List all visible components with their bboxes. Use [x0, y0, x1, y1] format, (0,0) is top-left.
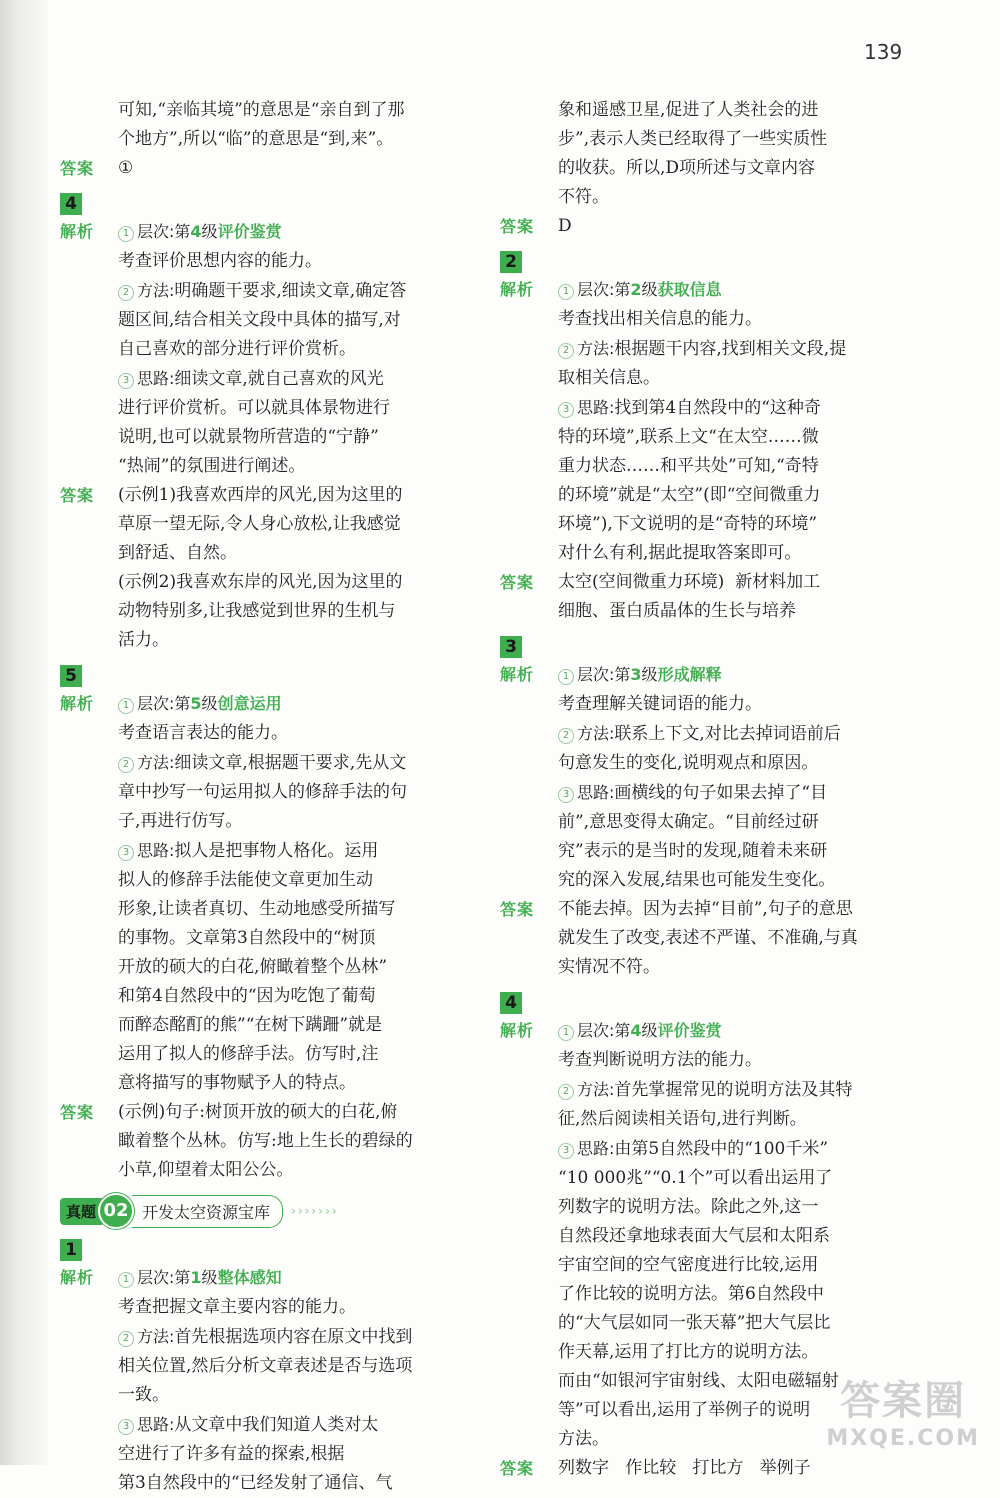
text-line: 不能去掉。因为去掉“目前”,句子的意思	[558, 899, 853, 919]
question-number: 5	[60, 665, 82, 687]
text-line: 等”可以看出,运用了举例子的说明	[558, 1400, 811, 1420]
step-1-icon: 1	[558, 284, 574, 300]
level-number: 2	[630, 280, 642, 299]
level-mid: 级	[641, 1021, 658, 1040]
thought-key: 思路:	[137, 841, 175, 860]
method-key: 方法:	[137, 1327, 175, 1346]
analysis-row	[60, 1263, 470, 1498]
level-number: 5	[190, 694, 202, 713]
thought-key: 思路:	[577, 398, 615, 417]
step-2-icon: 2	[558, 1084, 574, 1100]
text-line: 的“大气层如同一张天幕”把大气层比	[558, 1313, 831, 1333]
analysis-body	[118, 1263, 470, 1498]
text-line: 自然段还拿地球表面大气层和太阳系	[558, 1226, 830, 1246]
text-line: 特的环境”,联系上文“在太空……微	[558, 427, 819, 447]
text-line: 到舒适、自然。	[118, 543, 237, 563]
analysis-label: 解析	[60, 1268, 95, 1287]
text-line: 而醉态酩酊的熊”“在树下蹒跚”就是	[118, 1015, 383, 1035]
text-line: 首先掌握常见的说明方法及其特	[614, 1080, 853, 1100]
text-line: 开放的硕大的白花,俯瞰着整个丛林”	[118, 957, 388, 977]
text-line: 找到第4自然段中的“这种奇	[614, 398, 821, 418]
text-line: 而由“如银河宇宙射线、太阳电磁辐射	[558, 1371, 839, 1391]
text-line: 个地方”,所以“临”的意思是“到,来”。	[118, 129, 394, 149]
text-line: “热闹”的氛围进行阐述。	[118, 456, 306, 476]
text-line: 了作比较的说明方法。第6自然段中	[558, 1284, 824, 1304]
level-name: 评价鉴赏	[217, 222, 282, 241]
step-2-icon: 2	[118, 757, 134, 773]
banner-tag: 真题	[60, 1198, 102, 1225]
text-line: 一致。	[118, 1385, 169, 1405]
text-line: 句意发生的变化,说明观点和原因。	[558, 753, 819, 773]
text-line: 进行评价赏析。可以就具体景物进行	[118, 398, 390, 418]
banner-title: 开发太空资源宝库	[132, 1195, 283, 1228]
level-key: 层次:第	[577, 280, 631, 299]
paragraph	[500, 96, 920, 212]
text-line: (示例2)我喜欢东岸的风光,因为这里的	[118, 572, 403, 592]
answer-label: 答案	[60, 1103, 95, 1122]
text-line: 环境”),下文说明的是“奇特的环境”	[558, 514, 818, 534]
text-line: 由第5自然段中的“100千米”	[614, 1139, 829, 1159]
answer-text: D	[558, 216, 572, 236]
text-line: 和第4自然段中的“因为吃饱了葡萄	[118, 986, 376, 1006]
text-line: 拟人的修辞手法能使文章更加生动	[118, 870, 373, 890]
text-line: 象和遥感卫星,促进了人类社会的进	[558, 100, 819, 120]
text-line: 章中抄写一句运用拟人的修辞手法的句	[118, 782, 407, 802]
text-line: 前”,意思变得太确定。“目前经过研	[558, 812, 819, 832]
text-line: 细读文章,根据题干要求,先从文	[174, 753, 407, 773]
text-line: 列数字的说明方法。除此之外,这一	[558, 1197, 819, 1217]
analysis-row	[500, 275, 920, 568]
step-3-icon: 3	[118, 845, 134, 861]
answer-label: 答案	[500, 900, 535, 919]
level-name: 创意运用	[217, 694, 282, 713]
analysis-label: 解析	[60, 222, 95, 241]
analysis-body	[118, 689, 470, 1098]
text-line: 画横线的句子如果去掉了“目	[614, 783, 828, 803]
level-mid: 级	[201, 222, 218, 241]
step-3-icon: 3	[118, 1419, 134, 1435]
text-line: 第3自然段中的“已经发射了通信、气	[118, 1473, 393, 1493]
left-column	[60, 96, 470, 1498]
level-name: 评价鉴赏	[657, 1021, 722, 1040]
text-line: 瞰着整个丛林。仿写:地上生长的碧绿的	[118, 1131, 413, 1151]
text-line: 究”表示的是当时的发现,随着未来研	[558, 841, 828, 861]
step-3-icon: 3	[558, 1143, 574, 1159]
text-line: 对什么有利,据此提取答案即可。	[558, 543, 802, 563]
step-2-icon: 2	[558, 343, 574, 359]
analysis-label: 解析	[500, 665, 535, 684]
analysis-label: 解析	[60, 694, 95, 713]
text-line: 形象,让读者真切、生动地感受所描写	[118, 899, 396, 919]
text-line: (示例1)我喜欢西岸的风光,因为这里的	[118, 485, 403, 505]
answer-text	[558, 568, 920, 626]
level-number: 1	[190, 1268, 202, 1287]
answer-label: 答案	[60, 159, 95, 178]
text-line: 运用了拟人的修辞手法。仿写时,注	[118, 1044, 379, 1064]
text-line: 细胞、蛋白质晶体的生长与培养	[558, 601, 796, 621]
text-line: 自己喜欢的部分进行评价赏析。	[118, 339, 356, 359]
method-key: 方法:	[137, 281, 175, 300]
text-line: 明确题干要求,细读文章,确定答	[174, 281, 407, 301]
level-desc: 考查判断说明方法的能力。	[558, 1050, 762, 1070]
answer-row	[60, 154, 470, 183]
text-line: 拟人是把事物人格化。运用	[174, 841, 379, 861]
answer-text	[118, 1098, 470, 1185]
level-key: 层次:第	[577, 1021, 631, 1040]
step-1-icon: 1	[558, 669, 574, 685]
text-line: 步”,表示人类已经取得了一些实质性	[558, 129, 828, 149]
watermark-logo	[826, 1369, 980, 1451]
text-line: 方法。	[558, 1429, 609, 1449]
analysis-row	[60, 689, 470, 1098]
text-line: 根据题干内容,找到相关文段,提	[614, 339, 847, 359]
text-line: 题区间,结合相关文段中具体的描写,对	[118, 310, 401, 330]
analysis-body	[118, 217, 470, 481]
level-mid: 级	[641, 665, 658, 684]
step-3-icon: 3	[118, 373, 134, 389]
step-1-icon: 1	[118, 1272, 134, 1288]
method-key: 方法:	[137, 753, 175, 772]
text-line: 可知,“亲临其境”的意思是“亲自到了那	[118, 100, 405, 120]
banner-number: 02	[98, 1193, 134, 1229]
level-mid: 级	[201, 694, 218, 713]
question-number: 1	[60, 1239, 82, 1261]
answer-text	[558, 1454, 920, 1483]
analysis-row	[60, 217, 470, 481]
level-name: 形成解释	[657, 665, 722, 684]
text-line: 细读文章,就自己喜欢的风光	[174, 369, 384, 389]
text-line: 征,然后阅读相关语句,进行判断。	[558, 1109, 807, 1129]
question-number: 4	[500, 992, 522, 1014]
text-line: (示例)句子:树顶开放的硕大的白花,俯	[118, 1102, 398, 1122]
text-line: 的环境”就是“太空”(即“空间微重力	[558, 485, 821, 505]
step-1-icon: 1	[558, 1025, 574, 1041]
text-line: 空进行了许多有益的探索,根据	[118, 1444, 345, 1464]
answer-row	[500, 895, 920, 982]
text-line: 从文章中我们知道人类对太	[174, 1415, 379, 1435]
text-line: 不符。	[558, 187, 609, 207]
text-line: 首先根据选项内容在原文中找到	[174, 1327, 413, 1347]
method-key: 方法:	[577, 724, 615, 743]
text-line: “10 000兆”“0.1个”可以看出运用了	[558, 1168, 833, 1188]
text-line: 的收获。所以,D项所述与文章内容	[558, 158, 816, 178]
text-line: 活力。	[118, 630, 169, 650]
level-number: 4	[630, 1021, 642, 1040]
answer-label: 答案	[60, 486, 95, 505]
answer-row	[500, 1454, 920, 1483]
method-key: 方法:	[577, 1080, 615, 1099]
text-line: 意将描写的事物赋予人的特点。	[118, 1073, 356, 1093]
level-desc: 考查理解关键词语的能力。	[558, 694, 762, 714]
level-number: 3	[630, 665, 642, 684]
thought-key: 思路:	[137, 1415, 175, 1434]
right-column	[500, 96, 920, 1489]
answer-row	[500, 568, 920, 626]
question-number: 3	[500, 636, 522, 658]
thought-key: 思路:	[137, 369, 175, 388]
method-key: 方法:	[577, 339, 615, 358]
level-key: 层次:第	[137, 1268, 191, 1287]
answer-row	[500, 212, 920, 241]
level-key: 层次:第	[577, 665, 631, 684]
answer-row	[60, 481, 470, 655]
level-mid: 级	[641, 280, 658, 299]
page-number: 139	[864, 40, 903, 64]
answer-label: 答案	[500, 217, 535, 236]
level-desc: 考查评价思想内容的能力。	[118, 251, 322, 271]
text-line: 作天幕,运用了打比方的说明方法。	[558, 1342, 819, 1362]
book-spine-shadow	[0, 0, 48, 1465]
text-line: 联系上下文,对比去掉词语前后	[614, 724, 841, 744]
answer-text	[558, 895, 920, 982]
text-line: 宇宙空间的空气密度进行比较,运用	[558, 1255, 819, 1275]
step-2-icon: 2	[118, 285, 134, 301]
answer-text	[118, 481, 470, 655]
text-line: 说明,也可以就景物所营造的“宁静”	[118, 427, 379, 447]
analysis-body	[558, 660, 920, 895]
step-2-icon: 2	[118, 1331, 134, 1347]
level-key: 层次:第	[137, 694, 191, 713]
step-3-icon: 3	[558, 402, 574, 418]
step-1-icon: 1	[118, 698, 134, 714]
thought-key: 思路:	[577, 783, 615, 802]
text-line: 动物特别多,让我感觉到世界的生机与	[118, 601, 396, 621]
text-line: 子,再进行仿写。	[118, 811, 243, 831]
level-desc: 考查语言表达的能力。	[118, 723, 288, 743]
text-line: 太空(空间微重力环境) 新材料加工	[558, 572, 821, 592]
analysis-label: 解析	[500, 1021, 535, 1040]
answer-row	[60, 1098, 470, 1185]
banner-arrows-icon: ›››››››	[291, 1204, 339, 1218]
level-desc: 考查找出相关信息的能力。	[558, 309, 762, 329]
watermark-url: MXQE.COM	[826, 1426, 980, 1451]
level-number: 4	[190, 222, 202, 241]
text-line: 就发生了改变,表述不严谨、不准确,与真	[558, 928, 858, 948]
level-name: 获取信息	[657, 280, 722, 299]
text-line: 相关位置,然后分析文章表述是否与选项	[118, 1356, 413, 1376]
text-line: 取相关信息。	[558, 368, 660, 388]
step-3-icon: 3	[558, 787, 574, 803]
section-banner	[60, 1193, 470, 1229]
level-desc: 考查把握文章主要内容的能力。	[118, 1297, 356, 1317]
paragraph	[60, 96, 470, 154]
analysis-row	[500, 660, 920, 895]
analysis-body	[558, 275, 920, 568]
text-line: 列数字 作比较 打比方 举例子	[558, 1458, 811, 1478]
answer-text: ①	[118, 158, 134, 178]
step-2-icon: 2	[558, 728, 574, 744]
thought-key: 思路:	[577, 1139, 615, 1158]
question-number: 2	[500, 251, 522, 273]
watermark-text: 答案圈	[840, 1378, 967, 1424]
text-line: 的事物。文章第3自然段中的“树顶	[118, 928, 376, 948]
level-mid: 级	[201, 1268, 218, 1287]
analysis-label: 解析	[500, 280, 535, 299]
text-line: 究的深入发展,结果也可能发生变化。	[558, 870, 836, 890]
text-line: 实情况不符。	[558, 957, 660, 977]
text-line: 重力状态……和平共处”可知,“奇特	[558, 456, 819, 476]
answer-label: 答案	[500, 1459, 535, 1478]
level-name: 整体感知	[217, 1268, 282, 1287]
text-line: 草原一望无际,令人身心放松,让我感觉	[118, 514, 401, 534]
level-key: 层次:第	[137, 222, 191, 241]
answer-label: 答案	[500, 573, 535, 592]
step-1-icon: 1	[118, 226, 134, 242]
question-number: 4	[60, 193, 82, 215]
text-line: 小草,仰望着太阳公公。	[118, 1160, 294, 1180]
